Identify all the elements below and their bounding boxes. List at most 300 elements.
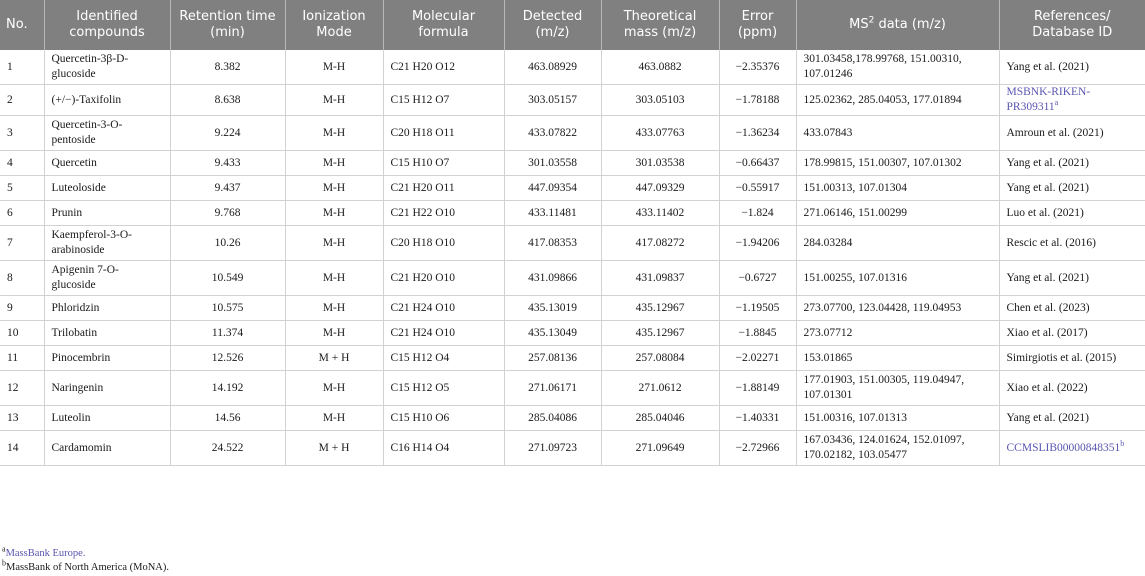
error-ppm-cell <box>719 371 796 406</box>
theoretical-mass-cell <box>601 346 719 371</box>
footnotes <box>0 544 170 575</box>
reference-cell <box>999 346 1145 371</box>
theoretical-mass-cell <box>601 176 719 201</box>
row-number: 10 <box>7 326 19 339</box>
detected-mz: 257.08136 <box>528 351 577 364</box>
error-ppm-cell <box>719 85 796 116</box>
detected-mz-cell <box>504 371 601 406</box>
ms2-data-cell <box>796 431 999 466</box>
ionization-mode: M-H <box>322 181 346 194</box>
retention-time: 8.638 <box>214 93 241 106</box>
column-header-superscript: 2 <box>868 15 875 26</box>
ms2-data: 284.03284 <box>803 236 853 249</box>
column-header <box>44 0 170 50</box>
ms2-data: 271.06146, 151.00299 <box>803 206 907 219</box>
column-header-label: Theoretical mass (m/z) <box>623 9 697 40</box>
molecular-formula: C21 H20 O10 <box>390 271 456 284</box>
column-header <box>285 0 383 50</box>
molecular-formula: C15 H10 O6 <box>390 411 450 424</box>
row-number-cell <box>0 116 44 151</box>
table-row <box>0 176 1145 201</box>
compound-name-cell <box>44 371 170 406</box>
ionization-mode: M-H <box>322 271 346 284</box>
ionization-mode: M-H <box>322 156 346 169</box>
retention-time: 12.526 <box>211 351 244 364</box>
retention-time: 10.549 <box>211 271 244 284</box>
column-header-label: References/ Database ID <box>1032 9 1113 40</box>
molecular-formula-cell <box>383 321 504 346</box>
theoretical-mass: 435.12967 <box>635 301 685 314</box>
ionization-mode: M-H <box>322 126 346 139</box>
error-ppm: −2.02271 <box>735 351 780 364</box>
detected-mz: 435.13049 <box>528 326 577 339</box>
row-number-cell <box>0 261 44 296</box>
ms2-data-cell <box>796 261 999 296</box>
ionization-mode-cell <box>285 321 383 346</box>
reference: Yang et al. (2021) <box>1006 271 1090 284</box>
detected-mz: 433.07822 <box>528 126 577 139</box>
error-ppm-cell <box>719 116 796 151</box>
table-row <box>0 85 1145 116</box>
table-row <box>0 201 1145 226</box>
retention-time: 8.382 <box>214 60 241 73</box>
detected-mz: 431.09866 <box>528 271 577 284</box>
ionization-mode: M + H <box>318 441 350 454</box>
retention-time: 14.192 <box>211 381 244 394</box>
error-ppm: −1.94206 <box>735 236 780 249</box>
ms2-data: 153.01865 <box>803 351 853 364</box>
row-number-cell <box>0 296 44 321</box>
table-row <box>0 371 1145 406</box>
compound-name: Cardamomin <box>51 441 112 454</box>
theoretical-mass: 431.09837 <box>635 271 685 284</box>
retention-time: 11.374 <box>211 326 244 339</box>
ionization-mode-cell <box>285 201 383 226</box>
theoretical-mass: 433.07763 <box>635 126 685 139</box>
ms2-data: 151.00316, 107.01313 <box>803 411 907 424</box>
detected-mz-cell <box>504 431 601 466</box>
header-row <box>0 0 1145 50</box>
retention-time: 14.56 <box>214 411 241 424</box>
compound-name-cell <box>44 176 170 201</box>
molecular-formula-cell <box>383 406 504 431</box>
row-number: 9 <box>7 301 13 314</box>
detected-mz: 271.09723 <box>528 441 577 454</box>
molecular-formula: C15 H10 O7 <box>390 156 450 169</box>
compound-name-cell <box>44 261 170 296</box>
molecular-formula-cell <box>383 346 504 371</box>
ionization-mode-cell <box>285 431 383 466</box>
compound-name-cell <box>44 50 170 85</box>
detected-mz: 285.04086 <box>528 411 577 424</box>
molecular-formula-cell <box>383 50 504 85</box>
error-ppm: −1.88149 <box>735 381 780 394</box>
error-ppm: −2.72966 <box>735 441 780 454</box>
detected-mz: 271.06171 <box>528 381 577 394</box>
reference: Yang et al. (2021) <box>1006 156 1090 169</box>
retention-time-cell <box>170 116 285 151</box>
compound-name-cell <box>44 201 170 226</box>
ms2-data: 167.03436, 124.01624, 152.01097, 170.02182, 103.05477 <box>803 434 965 461</box>
ms2-data-cell <box>796 371 999 406</box>
ionization-mode: M-H <box>322 60 346 73</box>
retention-time-cell <box>170 85 285 116</box>
compound-name-cell <box>44 226 170 261</box>
detected-mz-cell <box>504 85 601 116</box>
ms2-data: 125.02362, 285.04053, 177.01894 <box>803 93 962 106</box>
error-ppm: −0.55917 <box>735 181 780 194</box>
molecular-formula: C20 H18 O11 <box>390 126 455 139</box>
theoretical-mass-cell <box>601 431 719 466</box>
compound-name-cell <box>44 116 170 151</box>
theoretical-mass-cell <box>601 406 719 431</box>
retention-time-cell <box>170 261 285 296</box>
table-row <box>0 116 1145 151</box>
retention-time-cell <box>170 151 285 176</box>
column-header <box>0 0 44 50</box>
column-header-label: No. <box>6 17 28 32</box>
ms2-data: 433.07843 <box>803 126 853 139</box>
detected-mz-cell <box>504 151 601 176</box>
error-ppm-cell <box>719 346 796 371</box>
molecular-formula: C21 H22 O10 <box>390 206 456 219</box>
reference: Rescic et al. (2016) <box>1006 236 1096 249</box>
molecular-formula-cell <box>383 226 504 261</box>
retention-time-cell <box>170 371 285 406</box>
molecular-formula-cell <box>383 371 504 406</box>
molecular-formula-cell <box>383 261 504 296</box>
retention-time-cell <box>170 201 285 226</box>
theoretical-mass-cell <box>601 321 719 346</box>
molecular-formula-cell <box>383 201 504 226</box>
ionization-mode: M-H <box>322 326 346 339</box>
compound-name-cell <box>44 431 170 466</box>
compound-name: Luteolin <box>51 411 91 424</box>
row-number-cell <box>0 151 44 176</box>
error-ppm-cell <box>719 321 796 346</box>
compound-name-cell <box>44 406 170 431</box>
reference: Luo et al. (2021) <box>1006 206 1084 219</box>
compound-name: Kaempferol-3-O-arabinoside <box>51 229 132 256</box>
reference: Simirgiotis et al. (2015) <box>1006 351 1117 364</box>
molecular-formula: C15 H12 O5 <box>390 381 450 394</box>
detected-mz: 435.13019 <box>528 301 577 314</box>
reference-cell <box>999 321 1145 346</box>
theoretical-mass: 303.05103 <box>635 93 685 106</box>
reference[interactable]: CCMSLIB00000848351 <box>1006 441 1121 454</box>
row-number: 14 <box>7 441 19 454</box>
error-ppm-cell <box>719 296 796 321</box>
table-row <box>0 296 1145 321</box>
compound-name-cell <box>44 151 170 176</box>
reference-cell <box>999 85 1145 116</box>
theoretical-mass: 463.0882 <box>638 60 682 73</box>
table-row <box>0 50 1145 85</box>
molecular-formula-cell <box>383 176 504 201</box>
row-number-cell <box>0 85 44 116</box>
table-body <box>0 50 1145 466</box>
compound-name-cell <box>44 85 170 116</box>
table-row <box>0 151 1145 176</box>
theoretical-mass-cell <box>601 116 719 151</box>
ionization-mode-cell <box>285 296 383 321</box>
ms2-data: 177.01903, 151.00305, 119.04947, 107.01301 <box>803 374 965 401</box>
footnote-mark: b <box>2 558 6 568</box>
table-row <box>0 321 1145 346</box>
theoretical-mass: 285.04046 <box>635 411 685 424</box>
reference-cell <box>999 151 1145 176</box>
ms2-data-cell <box>796 151 999 176</box>
ionization-mode: M-H <box>322 93 346 106</box>
row-number-cell <box>0 346 44 371</box>
row-number-cell <box>0 406 44 431</box>
detected-mz-cell <box>504 261 601 296</box>
row-number: 6 <box>7 206 13 219</box>
footnote-text[interactable]: MassBank Europe. <box>5 548 86 559</box>
compound-name-cell <box>44 321 170 346</box>
ionization-mode-cell <box>285 151 383 176</box>
ionization-mode-cell <box>285 261 383 296</box>
column-header-label: MS <box>849 17 869 32</box>
ms2-data: 151.00313, 107.01304 <box>803 181 907 194</box>
column-header <box>504 0 601 50</box>
ionization-mode: M-H <box>322 381 346 394</box>
theoretical-mass-cell <box>601 371 719 406</box>
retention-time-cell <box>170 406 285 431</box>
table-row <box>0 226 1145 261</box>
reference[interactable]: MSBNK-RIKEN-PR309311 <box>1006 86 1091 113</box>
ionization-mode: M-H <box>322 411 346 424</box>
ms2-data: 301.03458,178.99768, 151.00310, 107.01246 <box>803 53 962 80</box>
column-header <box>719 0 796 50</box>
ms2-data: 151.00255, 107.01316 <box>803 271 907 284</box>
row-number: 3 <box>7 126 13 139</box>
retention-time: 9.768 <box>214 206 241 219</box>
table-row <box>0 261 1145 296</box>
compound-name: Pinocembrin <box>51 351 111 364</box>
ionization-mode: M + H <box>318 351 350 364</box>
detected-mz-cell <box>504 296 601 321</box>
reference-cell <box>999 116 1145 151</box>
column-header <box>601 0 719 50</box>
theoretical-mass-cell <box>601 50 719 85</box>
column-header <box>170 0 285 50</box>
ms2-data-cell <box>796 321 999 346</box>
retention-time: 24.522 <box>211 441 244 454</box>
molecular-formula: C16 H14 O4 <box>390 441 450 454</box>
footnote-text: MassBank of North America (MoNA). <box>6 562 170 573</box>
footnote <box>2 544 169 561</box>
reference-cell <box>999 371 1145 406</box>
theoretical-mass: 435.12967 <box>635 326 685 339</box>
row-number: 7 <box>7 236 13 249</box>
detected-mz: 417.08353 <box>528 236 577 249</box>
ms2-data-cell <box>796 406 999 431</box>
row-number-cell <box>0 176 44 201</box>
detected-mz: 447.09354 <box>528 181 577 194</box>
molecular-formula-cell <box>383 296 504 321</box>
retention-time: 10.575 <box>211 301 244 314</box>
reference: Xiao et al. (2022) <box>1006 381 1088 394</box>
retention-time-cell <box>170 50 285 85</box>
compound-name: Prunin <box>51 206 83 219</box>
error-ppm-cell <box>719 431 796 466</box>
table-header <box>0 0 1145 50</box>
theoretical-mass-cell <box>601 85 719 116</box>
molecular-formula: C21 H20 O12 <box>390 60 456 73</box>
column-header <box>383 0 504 50</box>
molecular-formula: C21 H24 O10 <box>390 301 456 314</box>
reference: Yang et al. (2021) <box>1006 60 1090 73</box>
ionization-mode: M-H <box>322 206 346 219</box>
error-ppm: −1.40331 <box>735 411 780 424</box>
molecular-formula-cell <box>383 431 504 466</box>
detected-mz: 301.03558 <box>528 156 577 169</box>
theoretical-mass: 257.08084 <box>635 351 685 364</box>
error-ppm-cell <box>719 176 796 201</box>
molecular-formula: C15 H12 O4 <box>390 351 450 364</box>
detected-mz-cell <box>504 201 601 226</box>
retention-time-cell <box>170 176 285 201</box>
reference-cell <box>999 431 1145 466</box>
ionization-mode-cell <box>285 116 383 151</box>
row-number-cell <box>0 431 44 466</box>
theoretical-mass: 417.08272 <box>635 236 685 249</box>
row-number: 1 <box>7 60 13 73</box>
reference-cell <box>999 201 1145 226</box>
error-ppm-cell <box>719 406 796 431</box>
ms2-data-cell <box>796 85 999 116</box>
row-number: 12 <box>7 381 19 394</box>
footnote <box>2 558 170 575</box>
ionization-mode-cell <box>285 176 383 201</box>
reference: Chen et al. (2023) <box>1006 301 1090 314</box>
ms2-data: 273.07700, 123.04428, 119.04953 <box>803 301 962 314</box>
error-ppm: −1.8845 <box>738 326 777 339</box>
retention-time: 9.437 <box>214 181 241 194</box>
ionization-mode-cell <box>285 226 383 261</box>
row-number-cell <box>0 321 44 346</box>
error-ppm: −1.824 <box>741 206 774 219</box>
column-header-label: Ionization Mode <box>302 9 366 40</box>
retention-time: 9.224 <box>214 126 241 139</box>
reference: Xiao et al. (2017) <box>1006 326 1088 339</box>
theoretical-mass-cell <box>601 261 719 296</box>
compound-name: Quercetin-3-O-pentoside <box>51 119 123 146</box>
ms2-data: 273.07712 <box>803 326 853 339</box>
molecular-formula-cell <box>383 85 504 116</box>
theoretical-mass-cell <box>601 201 719 226</box>
compound-name: Trilobatin <box>51 326 98 339</box>
row-number-cell <box>0 201 44 226</box>
reference: Yang et al. (2021) <box>1006 411 1090 424</box>
error-ppm-cell <box>719 201 796 226</box>
table-row <box>0 346 1145 371</box>
row-number: 8 <box>7 271 13 284</box>
compound-name: Phloridzin <box>51 301 100 314</box>
detected-mz: 303.05157 <box>528 93 577 106</box>
error-ppm: −0.6727 <box>738 271 777 284</box>
compound-name: Apigenin 7-O-glucoside <box>51 264 119 291</box>
table-row <box>0 406 1145 431</box>
molecular-formula: C21 H24 O10 <box>390 326 456 339</box>
theoretical-mass-cell <box>601 151 719 176</box>
reference-cell <box>999 50 1145 85</box>
compound-name-cell <box>44 296 170 321</box>
column-header-label: Detected (m/z) <box>522 9 583 40</box>
error-ppm-cell <box>719 261 796 296</box>
retention-time-cell <box>170 226 285 261</box>
error-ppm: −1.78188 <box>735 93 780 106</box>
theoretical-mass: 271.0612 <box>638 381 682 394</box>
error-ppm: −0.66437 <box>735 156 780 169</box>
molecular-formula: C21 H20 O11 <box>390 181 455 194</box>
ms2-data-cell <box>796 50 999 85</box>
ionization-mode: M-H <box>322 236 346 249</box>
ionization-mode-cell <box>285 85 383 116</box>
detected-mz: 433.11481 <box>528 206 577 219</box>
theoretical-mass: 447.09329 <box>635 181 685 194</box>
theoretical-mass: 433.11402 <box>635 206 685 219</box>
reference-cell <box>999 296 1145 321</box>
column-header-label-tail: data (m/z) <box>874 17 946 32</box>
molecular-formula: C20 H18 O10 <box>390 236 456 249</box>
detected-mz: 463.08929 <box>528 60 577 73</box>
reference: Amroun et al. (2021) <box>1006 126 1104 139</box>
ms2-data-cell <box>796 201 999 226</box>
column-header <box>796 0 999 50</box>
reference-cell <box>999 406 1145 431</box>
compound-name: Quercetin-3β-D-glucoside <box>51 53 129 80</box>
detected-mz-cell <box>504 176 601 201</box>
detected-mz-cell <box>504 321 601 346</box>
column-header-label: Molecular formula <box>411 9 476 40</box>
error-ppm-cell <box>719 226 796 261</box>
ms2-data-cell <box>796 226 999 261</box>
reference-cell <box>999 226 1145 261</box>
error-ppm: −2.35376 <box>735 60 780 73</box>
reference: Yang et al. (2021) <box>1006 181 1090 194</box>
ms2-data-cell <box>796 296 999 321</box>
compound-name: Naringenin <box>51 381 104 394</box>
ionization-mode-cell <box>285 406 383 431</box>
table-row <box>0 431 1145 466</box>
error-ppm: −1.36234 <box>735 126 780 139</box>
retention-time-cell <box>170 296 285 321</box>
column-header-label: Identified compounds <box>69 9 145 40</box>
row-number: 2 <box>7 93 13 106</box>
theoretical-mass: 301.03538 <box>635 156 685 169</box>
reference-footnote-mark: b <box>1120 438 1125 448</box>
row-number: 13 <box>7 411 19 424</box>
compound-name: Quercetin <box>51 156 97 169</box>
ms2-data-cell <box>796 176 999 201</box>
detected-mz-cell <box>504 406 601 431</box>
detected-mz-cell <box>504 116 601 151</box>
molecular-formula-cell <box>383 116 504 151</box>
ionization-mode-cell <box>285 346 383 371</box>
row-number: 4 <box>7 156 13 169</box>
retention-time-cell <box>170 346 285 371</box>
detected-mz-cell <box>504 226 601 261</box>
theoretical-mass-cell <box>601 296 719 321</box>
error-ppm-cell <box>719 151 796 176</box>
ms2-data-cell <box>796 116 999 151</box>
molecular-formula: C15 H12 O7 <box>390 93 450 106</box>
column-header <box>999 0 1145 50</box>
reference-cell <box>999 176 1145 201</box>
retention-time: 10.26 <box>214 236 241 249</box>
